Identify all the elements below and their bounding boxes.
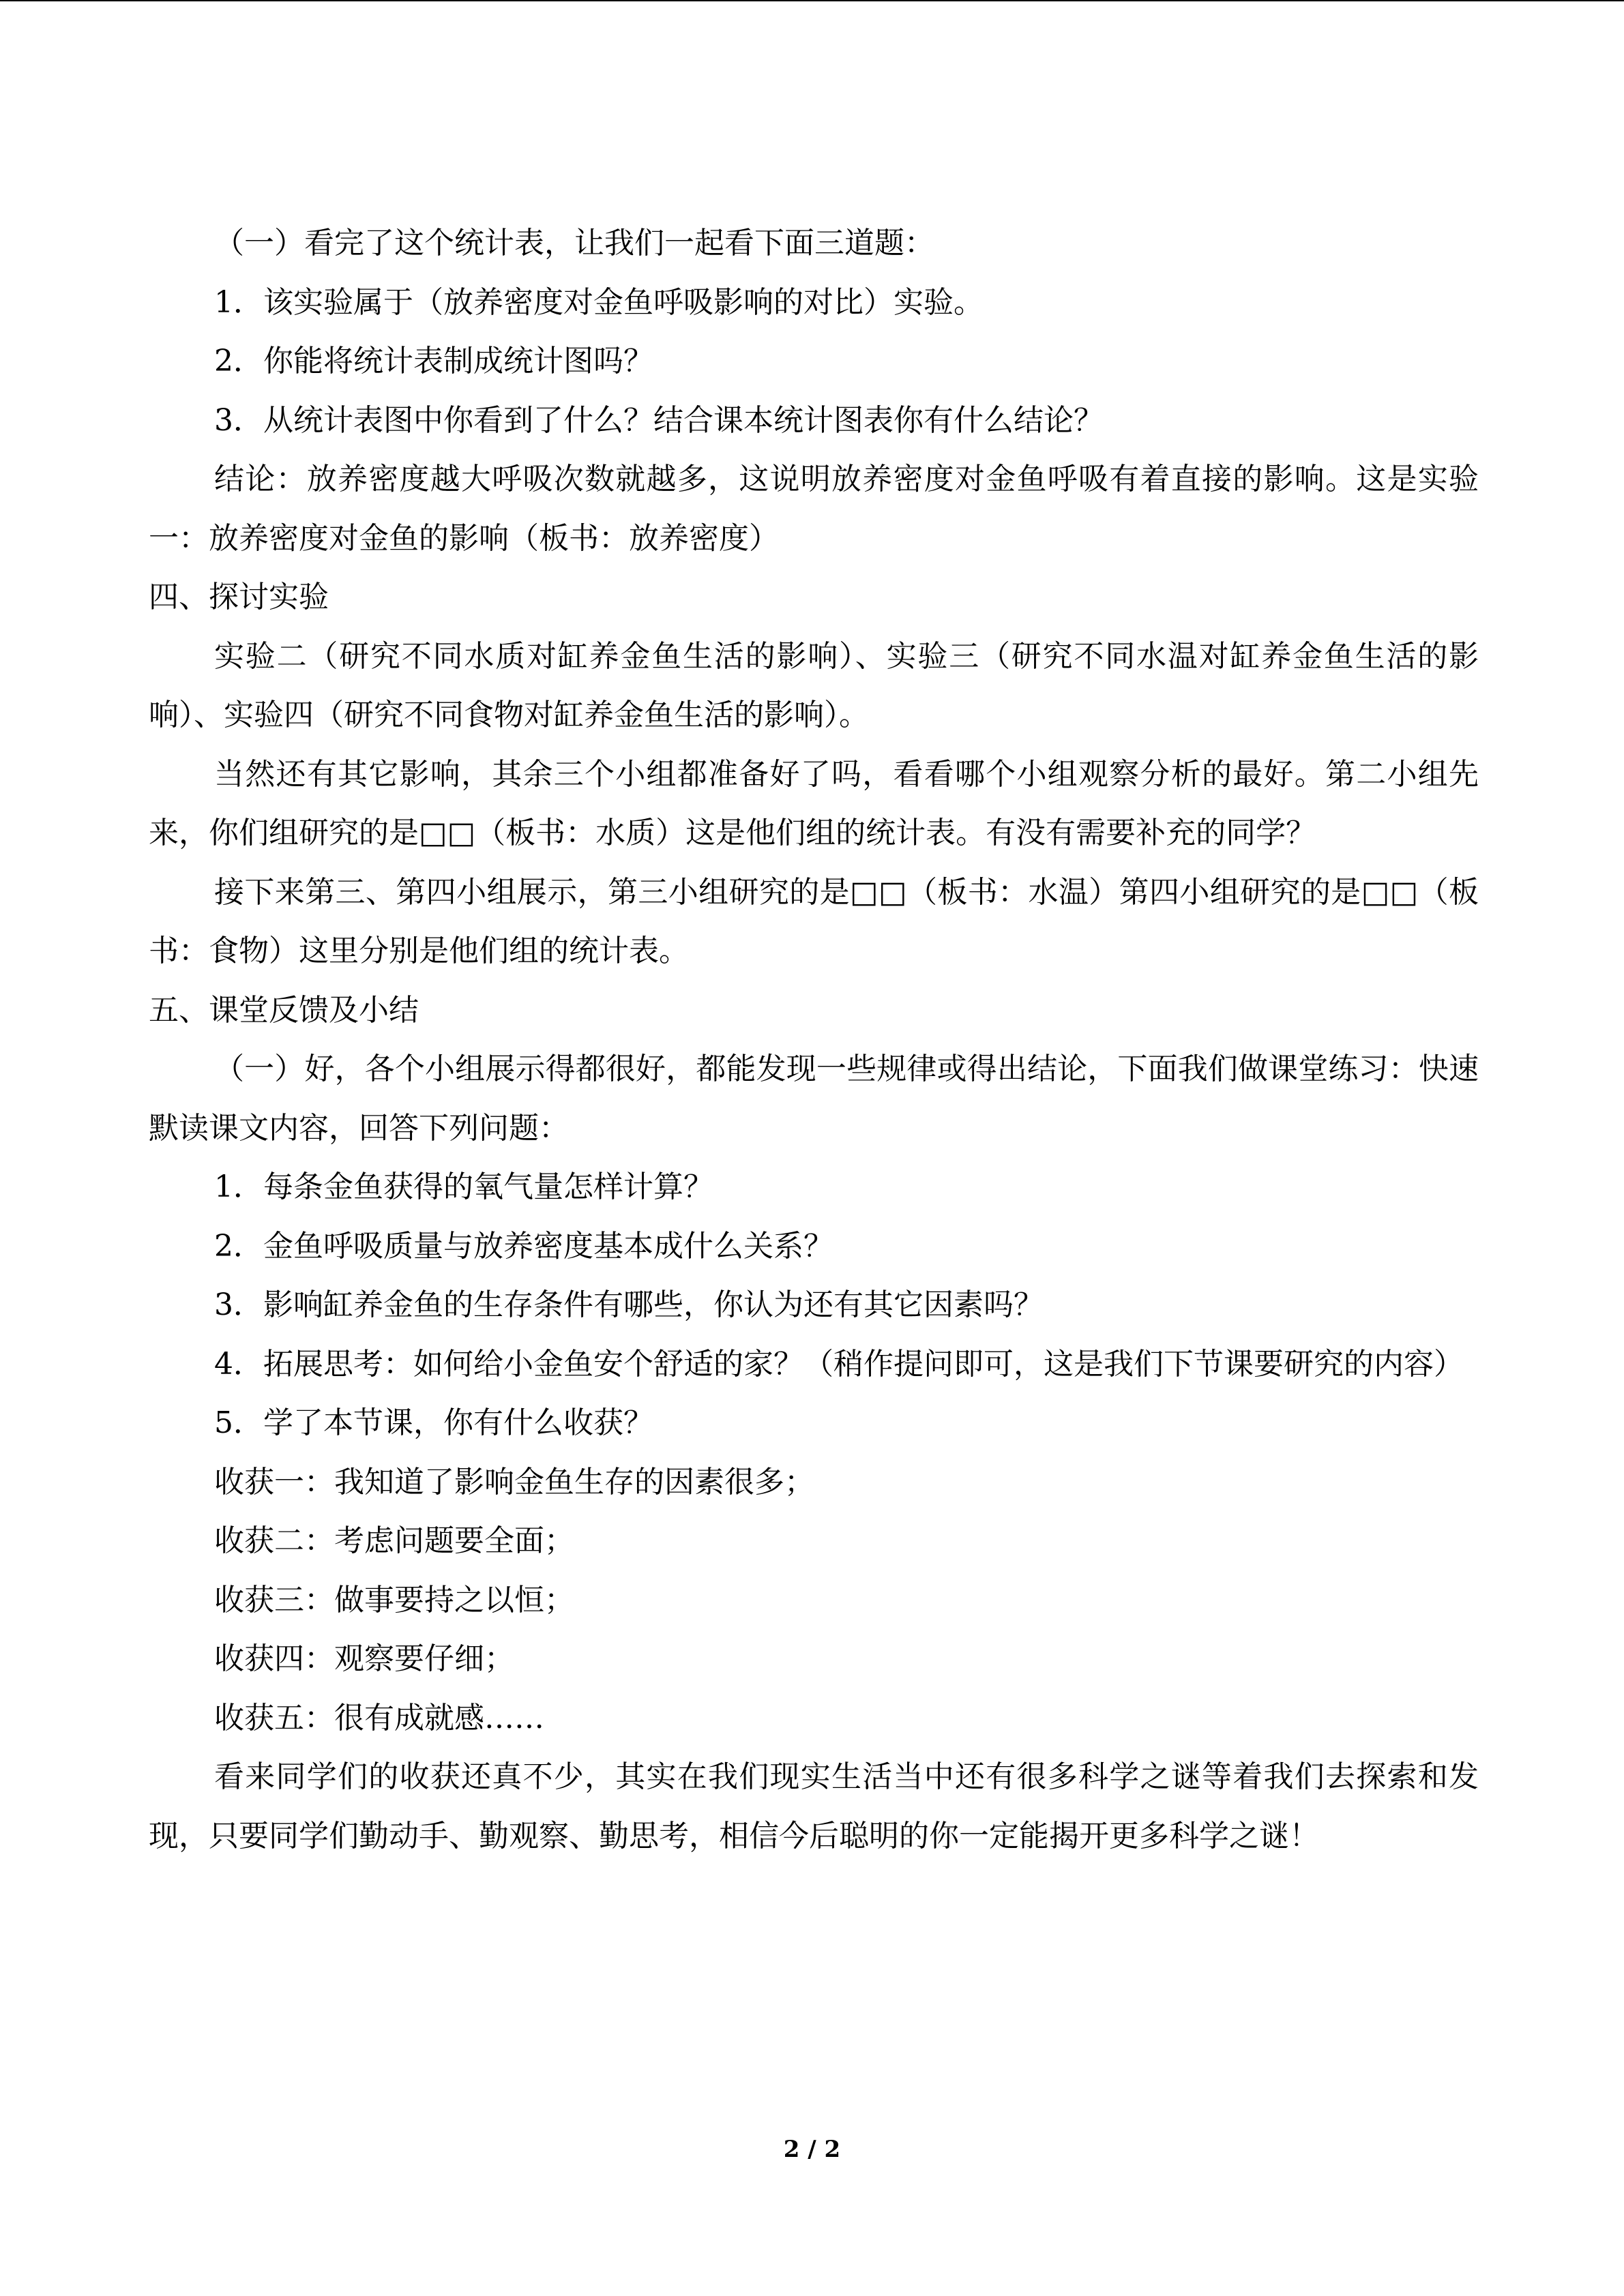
paragraph-feedback-q3: 3．影响缸养金鱼的生存条件有哪些，你认为还有其它因素吗？ — [214, 1287, 1044, 1322]
paragraph-question-2: 2．你能将统计表制成统计图吗？ — [214, 344, 653, 378]
paragraph-gain-5: 收获五：很有成就感…… — [214, 1700, 544, 1735]
section-heading-5: 五、课堂反馈及小结 — [149, 992, 419, 1028]
section-heading-4: 四、探讨实验 — [149, 580, 329, 614]
paragraph-question-3: 3．从统计表图中你看到了什么？结合课本统计图表你有什么结论？ — [214, 402, 1104, 438]
paragraph-conclusion: 结论：放养密度越大呼吸次数就越多，这说明放养密度对金鱼呼吸有着直接的影响。这是实验一：放养密度对金鱼的影响（板书：放养密度） — [149, 462, 1479, 556]
paragraph-question-intro: （一）看完了这个统计表，让我们一起看下面三道题： — [214, 226, 934, 260]
paragraph-feedback-q1: 1．每条金鱼获得的氧气量怎样计算？ — [214, 1169, 713, 1204]
paragraph-gain-4: 收获四：观察要仔细； — [214, 1641, 514, 1676]
paragraph-feedback-q2: 2．金鱼呼吸质量与放养密度基本成什么关系？ — [214, 1228, 833, 1264]
paragraph-groups-3-4: 接下来第三、第四小组展示，第三小组研究的是□□（板书：水温）第四小组研究的是□□（板书：食物）这里分别是他们组的统计表。 — [149, 874, 1479, 968]
paragraph-gain-2: 收获二：考虑问题要全面； — [214, 1523, 574, 1558]
paragraph-gain-1: 收获一：我知道了影响金鱼生存的因素很多； — [214, 1464, 814, 1500]
paragraph-feedback-q4: 4．拓展思考：如何给小金鱼安个舒适的家？（稍作提问即可，这是我们下节课要研究的内容） — [214, 1346, 1464, 1382]
paragraph-experiments: 实验二（研究不同水质对缸养金鱼生活的影响）、实验三（研究不同水温对缸养金鱼生活的影响）、实验四（研究不同食物对缸养金鱼生活的影响）。 — [149, 638, 1479, 732]
paragraph-closing: 看来同学们的收获还真不少，其实在我们现实生活当中还有很多科学之谜等着我们去探索和发现，只要同学们勤动手、勤观察、勤思考，相信今后聪明的你一定能揭开更多科学之谜！ — [149, 1759, 1479, 1853]
paragraph-group-2: 当然还有其它影响，其余三个小组都准备好了吗，看看哪个小组观察分析的最好。第二小组先来，你们组研究的是□□（板书：水质）这是他们组的统计表。有没有需要补充的同学？ — [149, 756, 1479, 850]
paragraph-feedback-q5: 5．学了本节课，你有什么收获？ — [214, 1405, 653, 1440]
paragraph-gain-3: 收获三：做事要持之以恒； — [214, 1582, 574, 1617]
document-body — [149, 214, 1479, 1866]
paragraph-question-1: 1．该实验属于（放养密度对金鱼呼吸影响的对比）实验。 — [214, 284, 984, 320]
page-number: 2 / 2 — [783, 2136, 841, 2163]
paragraph-feedback-intro: （一）好，各个小组展示得都很好，都能发现一些规律或得出结论，下面我们做课堂练习：快速默读课文内容，回答下列问题： — [149, 1052, 1479, 1146]
